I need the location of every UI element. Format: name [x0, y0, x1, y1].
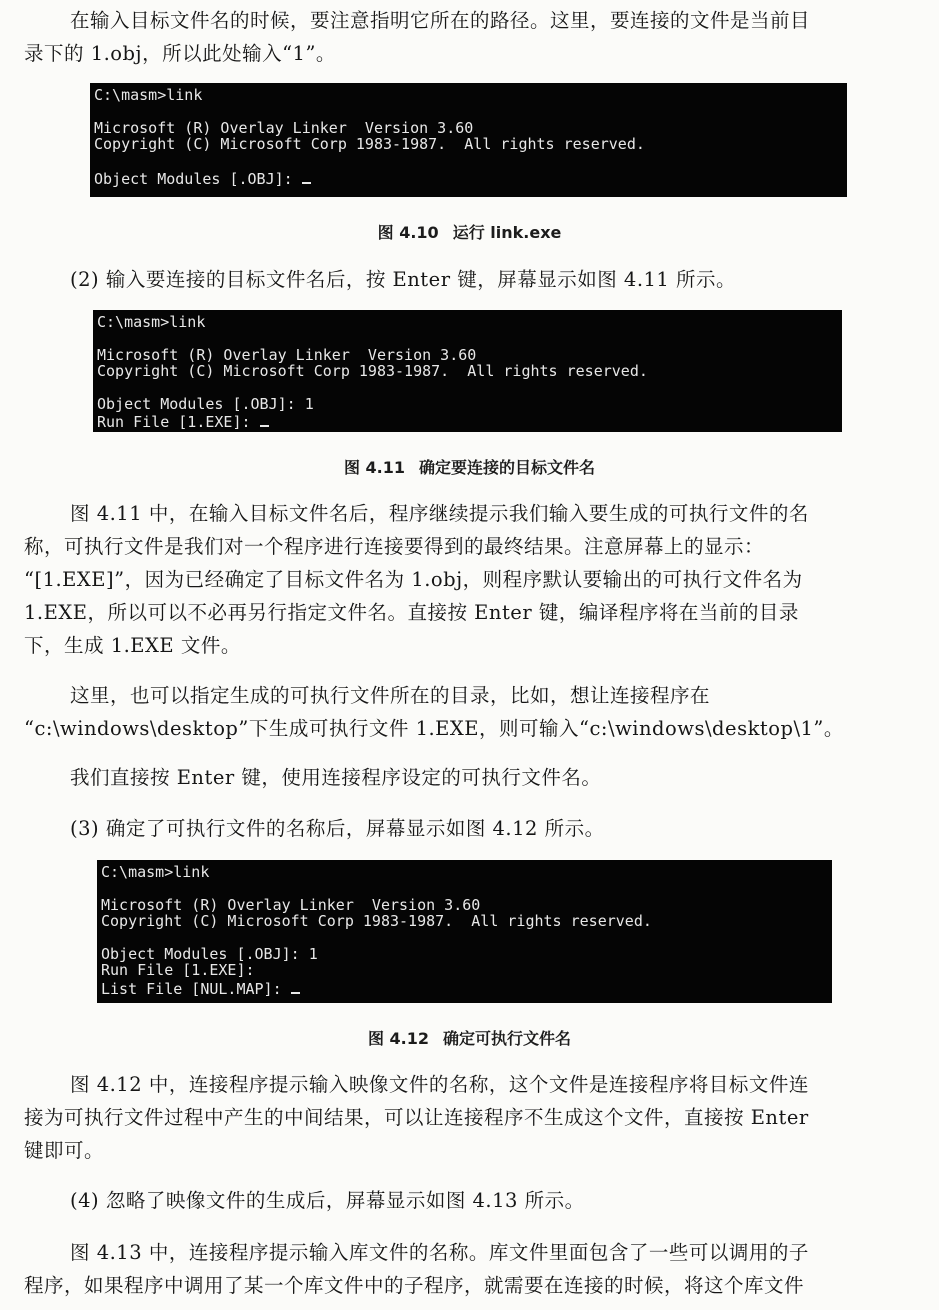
terminal-screenshot-fig-4-12	[97, 860, 832, 1003]
figure-caption-4-12	[0, 1026, 939, 1049]
text-line: 接为可执行文件过程中产生的中间结果，可以让连接程序不生成这个文件，直接按 Enter	[24, 1106, 809, 1129]
paragraph-fig-4-13-explanation	[24, 1236, 912, 1302]
terminal-banner-line: Microsoft (R) Overlay Linker Version 3.60	[101, 895, 481, 914]
terminal-run-file-prompt: Run File [1.EXE]:	[97, 413, 260, 431]
paragraph-press-enter	[24, 761, 912, 794]
text-line: “c:\windows\desktop”下生成可执行文件 1.EXE，则可输入“c:\windows\desktop\1”。	[24, 717, 844, 740]
terminal-banner-line: Microsoft (R) Overlay Linker Version 3.60	[94, 118, 474, 137]
terminal-screenshot-fig-4-11	[93, 310, 842, 432]
text-line: (2) 输入要连接的目标文件名后，按 Enter 键，屏幕显示如图 4.11 所示。	[70, 268, 737, 291]
text-cursor-icon	[291, 979, 300, 994]
text-line: 这里，也可以指定生成的可执行文件所在的目录，比如，想让连接程序在	[70, 684, 711, 707]
terminal-object-modules-prompt: Object Modules [.OBJ]:	[94, 169, 302, 188]
terminal-screenshot-fig-4-10	[90, 83, 847, 197]
terminal-copyright-line: Copyright (C) Microsoft Corp 1983-1987. All rights reserved.	[97, 362, 648, 380]
figure-caption-4-10	[0, 220, 939, 243]
text-line: 在输入目标文件名的时候，要注意指明它所在的路径。这里，要连接的文件是当前目	[70, 9, 811, 32]
text-line: 称，可执行文件是我们对一个程序进行连接要得到的最终结果。注意屏幕上的显示：	[24, 535, 765, 558]
paragraph-step-4	[24, 1184, 912, 1217]
paragraph-step-3	[24, 812, 912, 845]
terminal-prompt: C:\masm>link	[101, 863, 210, 881]
terminal-copyright-line: Copyright (C) Microsoft Corp 1983-1987. All rights reserved.	[101, 912, 652, 930]
terminal-banner-line: Microsoft (R) Overlay Linker Version 3.60	[97, 345, 477, 364]
paragraph-fig-4-11-explanation	[24, 497, 912, 662]
text-line: 下，生成 1.EXE 文件。	[24, 634, 241, 657]
text-line: 我们直接按 Enter 键，使用连接程序设定的可执行文件名。	[70, 766, 602, 789]
paragraph-step-2	[24, 263, 912, 296]
figure-number: 图 4.11	[343, 458, 406, 477]
paragraph-path-note	[24, 4, 912, 70]
terminal-object-modules-line: Object Modules [.OBJ]: 1	[101, 944, 318, 963]
figure-number: 图 4.10	[377, 223, 439, 242]
text-line: 图 4.12 中，连接程序提示输入映像文件的名称，这个文件是连接程序将目标文件连	[70, 1073, 809, 1096]
text-line: (4) 忽略了映像文件的生成后，屏幕显示如图 4.13 所示。	[70, 1189, 585, 1212]
text-line: 程序，如果程序中调用了某一个库文件中的子程序，就需要在连接的时候，将这个库文件	[24, 1274, 805, 1297]
figure-title: 确定可执行文件名	[443, 1029, 572, 1048]
terminal-object-modules-line: Object Modules [.OBJ]: 1	[97, 394, 314, 413]
text-line: 图 4.13 中，连接程序提示输入库文件的名称。库文件里面包含了一些可以调用的子	[70, 1241, 809, 1264]
paragraph-fig-4-12-explanation	[24, 1068, 912, 1167]
text-cursor-icon	[302, 169, 311, 184]
figure-number: 图 4.12	[367, 1029, 430, 1048]
terminal-run-file-line: Run File [1.EXE]:	[101, 961, 255, 979]
terminal-prompt: C:\masm>link	[97, 313, 206, 331]
text-line: 录下的 1.obj，所以此处输入“1”。	[24, 42, 336, 65]
paragraph-directory-note	[24, 679, 912, 745]
terminal-prompt: C:\masm>link	[94, 86, 203, 104]
figure-caption-4-11	[0, 455, 939, 478]
text-line: 键即可。	[24, 1139, 105, 1162]
figure-title: 运行 link.exe	[452, 223, 562, 242]
text-line: (3) 确定了可执行文件的名称后，屏幕显示如图 4.12 所示。	[70, 817, 605, 840]
figure-title: 确定要连接的目标文件名	[419, 458, 596, 477]
text-line: 图 4.11 中，在输入目标文件名后，程序继续提示我们输入要生成的可执行文件的名	[70, 502, 809, 525]
text-line: 1.EXE，所以可以不必再另行指定文件名。直接按 Enter 键，编译程序将在当前的目录	[24, 601, 799, 624]
terminal-list-file-prompt: List File [NUL.MAP]:	[101, 979, 291, 998]
text-cursor-icon	[260, 412, 269, 427]
text-line: “[1.EXE]”，因为已经确定了目标文件名为 1.obj，则程序默认要输出的可执行文件名为	[24, 568, 803, 591]
terminal-copyright-line: Copyright (C) Microsoft Corp 1983-1987. All rights reserved.	[94, 135, 645, 153]
